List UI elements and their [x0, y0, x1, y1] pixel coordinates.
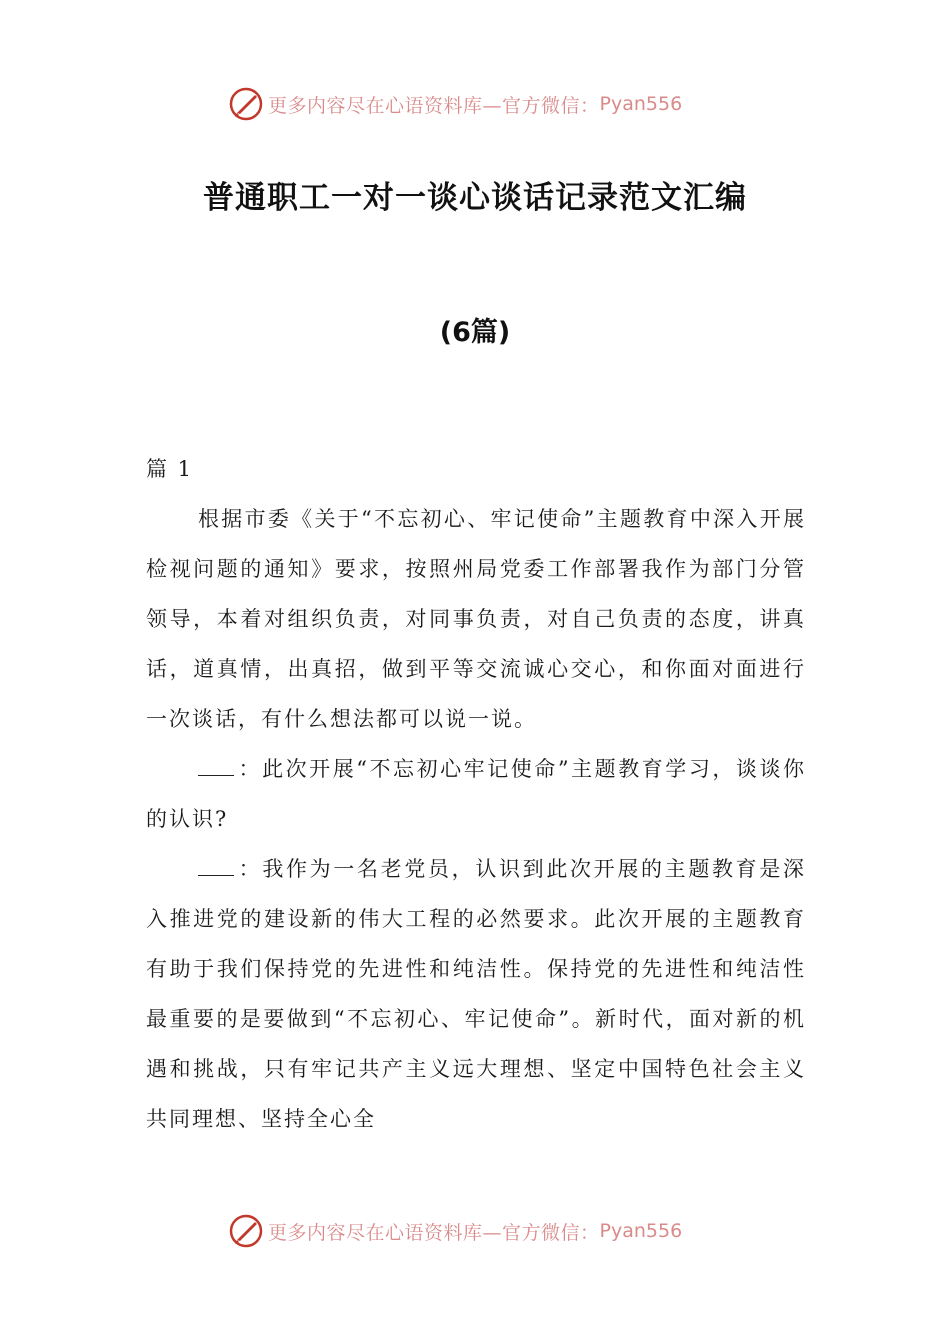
name-blank	[198, 755, 234, 776]
dialogue-answer-text: ：我作为一名老党员，认识到此次开展的主题教育是深入推进党的建设新的伟大工程的必然要求。此次开展的主题教育有助于我们保持党的先进性和纯洁性。保持党的先进性和纯洁性最重要的是要做到“不忘初心、牢记使命”。新时代，面对新的机遇和挑战，只有牢记共产主义远大理想、坚定中国特色社会主义共同理想、坚持全心全	[146, 857, 806, 1131]
footer-watermark	[228, 1211, 748, 1251]
document-title: 普通职工一对一谈心谈话记录范文汇编	[203, 180, 747, 216]
intro-paragraph: 根据市委《关于“不忘初心、牢记使命”主题教育中深入开展检视问题的通知》要求，按照州局党委工作部署我作为部门分管领导，本着对组织负责，对同事负责，对自己负责的态度，讲真话，道真情，出真招，做到平等交流诚心交心，和你面对面进行一次谈话，有什么想法都可以说一说。	[146, 507, 806, 731]
watermark-text: 更多内容尽在心语资料库—官方微信：	[268, 1221, 600, 1244]
dialogue-question	[146, 744, 806, 844]
watermark-wechat-id: Pyan556	[599, 93, 683, 115]
section-label: 篇 1	[146, 457, 194, 481]
dialogue-answer	[146, 844, 806, 1144]
watermark-text: 更多内容尽在心语资料库—官方微信：	[268, 94, 600, 117]
dialogue-question-text: ：此次开展“不忘初心牢记使命”主题教育学习，谈谈你的认识?	[146, 757, 806, 831]
document-body	[146, 444, 806, 1144]
document-subtitle: (6篇)	[439, 317, 511, 348]
header-watermark	[228, 84, 748, 124]
name-blank	[198, 855, 234, 876]
quill-logo-icon	[228, 1213, 264, 1249]
watermark-wechat-id: Pyan556	[599, 1220, 683, 1242]
quill-logo-icon	[228, 86, 264, 122]
